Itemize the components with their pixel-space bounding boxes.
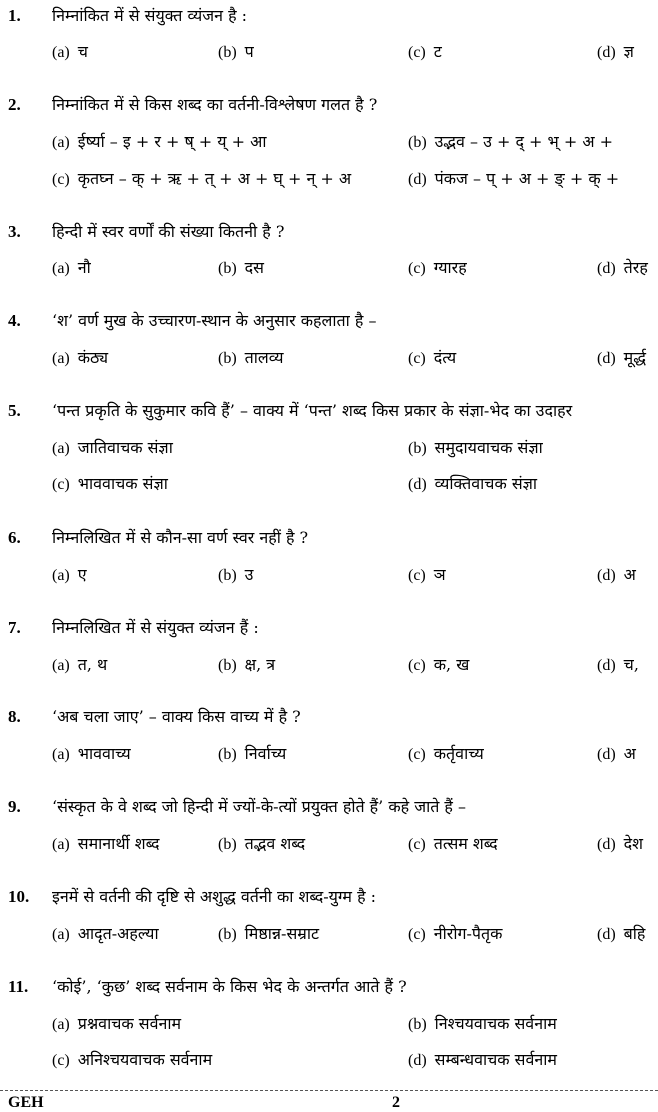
question-7 bbox=[0, 618, 658, 638]
option-label: (b) bbox=[408, 134, 427, 151]
option-a bbox=[52, 132, 267, 152]
option-text: प्रश्नवाचक सर्वनाम bbox=[77, 1014, 182, 1033]
option-label: (d) bbox=[597, 836, 616, 853]
option-c bbox=[408, 348, 456, 368]
option-b bbox=[218, 42, 254, 62]
option-label: (d) bbox=[408, 1052, 427, 1069]
option-text: समानार्थी शब्द bbox=[77, 834, 160, 853]
question-text: इनमें से वर्तनी की दृष्टि से अशुद्ध वर्तनी का शब्द-युग्म है : bbox=[52, 887, 377, 906]
option-b bbox=[218, 655, 275, 675]
option-label: (d) bbox=[597, 657, 616, 674]
option-a bbox=[52, 655, 107, 675]
option-d bbox=[408, 1050, 557, 1070]
question-number: 10. bbox=[8, 887, 30, 906]
option-label: (b) bbox=[218, 567, 237, 584]
option-text: च, bbox=[623, 655, 639, 674]
option-label: (a) bbox=[52, 926, 70, 943]
question-11 bbox=[0, 977, 658, 997]
option-text: समुदायवाचक संज्ञा bbox=[434, 438, 543, 457]
question-text: ‘पन्त प्रकृति के सुकुमार कवि हैं’ – वाक्य में ‘पन्त’ शब्द किस प्रकार के संज्ञा-भेद का उदाहर bbox=[52, 401, 573, 420]
option-b bbox=[218, 834, 305, 854]
option-a bbox=[52, 834, 159, 854]
question-8 bbox=[0, 707, 658, 727]
option-label: (a) bbox=[52, 1016, 70, 1033]
question-number: 4. bbox=[8, 311, 21, 330]
option-label: (d) bbox=[597, 746, 616, 763]
option-d bbox=[597, 924, 645, 944]
option-label: (d) bbox=[408, 171, 427, 188]
option-a bbox=[52, 565, 87, 585]
option-text: ईर्ष्या – इ + र + ष् + य् + आ bbox=[77, 132, 267, 151]
option-text: ज्ञ bbox=[623, 42, 634, 61]
question-number: 9. bbox=[8, 797, 21, 816]
option-text: अनिश्चयवाचक सर्वनाम bbox=[77, 1050, 213, 1069]
option-text: कृतघ्न – क् + ऋ + त् + अ + घ् + न् + अ bbox=[77, 169, 352, 188]
option-label: (a) bbox=[52, 746, 70, 763]
option-text: तालव्य bbox=[244, 348, 284, 367]
option-text: ग्यारह bbox=[433, 258, 467, 277]
option-d bbox=[597, 42, 634, 62]
footer-divider bbox=[0, 1090, 658, 1091]
option-text: कंठ्य bbox=[77, 348, 109, 367]
option-text: त, थ bbox=[77, 655, 108, 674]
option-text: क, ख bbox=[433, 655, 470, 674]
option-d bbox=[597, 655, 639, 675]
paper-code: GEH bbox=[8, 1094, 44, 1111]
option-label: (c) bbox=[408, 657, 426, 674]
option-label: (a) bbox=[52, 836, 70, 853]
option-d bbox=[597, 348, 646, 368]
option-label: (b) bbox=[218, 260, 237, 277]
option-text: निर्वाच्य bbox=[244, 744, 287, 763]
option-a bbox=[52, 348, 108, 368]
option-label: (c) bbox=[408, 746, 426, 763]
option-text: ञ bbox=[433, 565, 446, 584]
question-number: 8. bbox=[8, 707, 21, 726]
option-text: नीरोग-पैतृक bbox=[433, 924, 503, 943]
option-c bbox=[52, 169, 351, 189]
option-a bbox=[52, 924, 159, 944]
question-number: 5. bbox=[8, 401, 21, 420]
option-a bbox=[52, 1014, 181, 1034]
option-c bbox=[408, 258, 467, 278]
option-text: आदृत-अहल्या bbox=[77, 924, 159, 943]
option-label: (c) bbox=[408, 836, 426, 853]
option-label: (c) bbox=[408, 44, 426, 61]
option-d bbox=[597, 258, 648, 278]
option-label: (a) bbox=[52, 260, 70, 277]
option-label: (a) bbox=[52, 350, 70, 367]
page-number: 2 bbox=[392, 1094, 400, 1111]
question-10 bbox=[0, 887, 658, 907]
option-label: (b) bbox=[218, 926, 237, 943]
option-label: (d) bbox=[597, 44, 616, 61]
option-text: अ bbox=[623, 744, 636, 763]
option-text: भाववाचक संज्ञा bbox=[77, 474, 168, 493]
question-text: ‘संस्कृत के वे शब्द जो हिन्दी में ज्यों-के-त्यों प्रयुक्त होते हैं’ कहे जाते हैं – bbox=[52, 797, 467, 816]
option-label: (d) bbox=[597, 926, 616, 943]
option-label: (d) bbox=[597, 350, 616, 367]
question-number: 2. bbox=[8, 95, 21, 114]
option-label: (a) bbox=[52, 44, 70, 61]
option-c bbox=[408, 834, 498, 854]
option-label: (d) bbox=[597, 260, 616, 277]
option-text: पंकज – प् + अ + ङ् + क् + bbox=[434, 169, 620, 188]
option-d bbox=[597, 744, 636, 764]
option-text: अ bbox=[623, 565, 636, 584]
option-c bbox=[408, 42, 442, 62]
question-text: ‘कोई’, ‘कुछ’ शब्द सर्वनाम के किस भेद के अन्तर्गत आते हैं ? bbox=[52, 977, 407, 996]
option-text: प bbox=[244, 42, 254, 61]
option-c bbox=[408, 924, 502, 944]
option-label: (b) bbox=[218, 836, 237, 853]
question-text: ‘श’ वर्ण मुख के उच्चारण-स्थान के अनुसार कहलाता है – bbox=[52, 311, 377, 330]
option-a bbox=[52, 438, 173, 458]
option-text: व्यक्तिवाचक संज्ञा bbox=[434, 474, 538, 493]
option-label: (a) bbox=[52, 567, 70, 584]
question-text: हिन्दी में स्वर वर्णों की संख्या कितनी है ? bbox=[52, 222, 285, 241]
question-number: 7. bbox=[8, 618, 21, 637]
option-label: (c) bbox=[408, 926, 426, 943]
option-text: च bbox=[77, 42, 88, 61]
option-label: (b) bbox=[218, 44, 237, 61]
question-text: निम्नांकित में से संयुक्त व्यंजन है : bbox=[52, 6, 248, 25]
option-label: (b) bbox=[408, 440, 427, 457]
option-label: (c) bbox=[408, 260, 426, 277]
option-text: तत्सम शब्द bbox=[433, 834, 498, 853]
question-text: ‘अब चला जाए’ – वाक्य किस वाच्य में है ? bbox=[52, 707, 301, 726]
option-text: उ bbox=[244, 565, 254, 584]
option-text: निश्चयवाचक सर्वनाम bbox=[434, 1014, 557, 1033]
option-a bbox=[52, 744, 131, 764]
option-c bbox=[52, 1050, 212, 1070]
option-c bbox=[408, 565, 446, 585]
option-text: नौ bbox=[77, 258, 91, 277]
option-text: जातिवाचक संज्ञा bbox=[77, 438, 173, 457]
option-label: (a) bbox=[52, 657, 70, 674]
question-5 bbox=[0, 401, 658, 421]
option-b bbox=[218, 258, 264, 278]
question-text: निम्नलिखित में से संयुक्त व्यंजन हैं : bbox=[52, 618, 259, 637]
option-b bbox=[218, 744, 286, 764]
option-text: भाववाच्य bbox=[77, 744, 131, 763]
option-label: (b) bbox=[218, 350, 237, 367]
option-a bbox=[52, 258, 91, 278]
question-text: निम्नलिखित में से कौन-सा वर्ण स्वर नहीं है ? bbox=[52, 528, 309, 547]
option-text: तेरह bbox=[623, 258, 648, 277]
option-text: बहि bbox=[623, 924, 646, 943]
option-b bbox=[218, 924, 319, 944]
question-9 bbox=[0, 797, 658, 817]
option-c bbox=[408, 655, 469, 675]
option-text: दस bbox=[244, 258, 264, 277]
question-3 bbox=[0, 222, 658, 242]
option-text: देश bbox=[623, 834, 644, 853]
option-label: (d) bbox=[408, 476, 427, 493]
option-text: ट bbox=[433, 42, 442, 61]
option-label: (d) bbox=[597, 567, 616, 584]
option-d bbox=[597, 565, 636, 585]
option-label: (b) bbox=[218, 657, 237, 674]
question-text: निम्नांकित में से किस शब्द का वर्तनी-विश्लेषण गलत है ? bbox=[52, 95, 378, 114]
option-text: दंत्य bbox=[433, 348, 457, 367]
option-b bbox=[408, 132, 613, 152]
option-label: (c) bbox=[408, 567, 426, 584]
option-c bbox=[408, 744, 484, 764]
option-label: (c) bbox=[52, 476, 70, 493]
option-b bbox=[218, 565, 253, 585]
option-a bbox=[52, 42, 88, 62]
option-text: ए bbox=[77, 565, 87, 584]
option-label: (b) bbox=[408, 1016, 427, 1033]
question-number: 3. bbox=[8, 222, 21, 241]
option-label: (a) bbox=[52, 440, 70, 457]
option-label: (c) bbox=[52, 1052, 70, 1069]
option-text: कर्तृवाच्य bbox=[433, 744, 484, 763]
question-1 bbox=[0, 6, 658, 26]
question-number: 1. bbox=[8, 6, 21, 25]
question-6 bbox=[0, 528, 658, 548]
option-b bbox=[218, 348, 284, 368]
option-d bbox=[597, 834, 643, 854]
option-text: सम्बन्धवाचक सर्वनाम bbox=[434, 1050, 557, 1069]
option-d bbox=[408, 474, 537, 494]
option-label: (c) bbox=[408, 350, 426, 367]
option-label: (a) bbox=[52, 134, 70, 151]
option-text: तद्भव शब्द bbox=[244, 834, 306, 853]
option-label: (c) bbox=[52, 171, 70, 188]
option-text: मिष्ठान्न-सम्राट bbox=[244, 924, 320, 943]
option-d bbox=[408, 169, 619, 189]
option-b bbox=[408, 438, 543, 458]
option-text: उद्भव – उ + द् + भ् + अ + bbox=[434, 132, 614, 151]
option-text: क्ष, त्र bbox=[244, 655, 276, 674]
option-c bbox=[52, 474, 168, 494]
question-number: 11. bbox=[8, 977, 29, 996]
option-text: मूर्द्ध bbox=[623, 348, 647, 367]
question-number: 6. bbox=[8, 528, 21, 547]
option-label: (b) bbox=[218, 746, 237, 763]
question-2 bbox=[0, 95, 658, 115]
option-b bbox=[408, 1014, 557, 1034]
question-4 bbox=[0, 311, 658, 331]
